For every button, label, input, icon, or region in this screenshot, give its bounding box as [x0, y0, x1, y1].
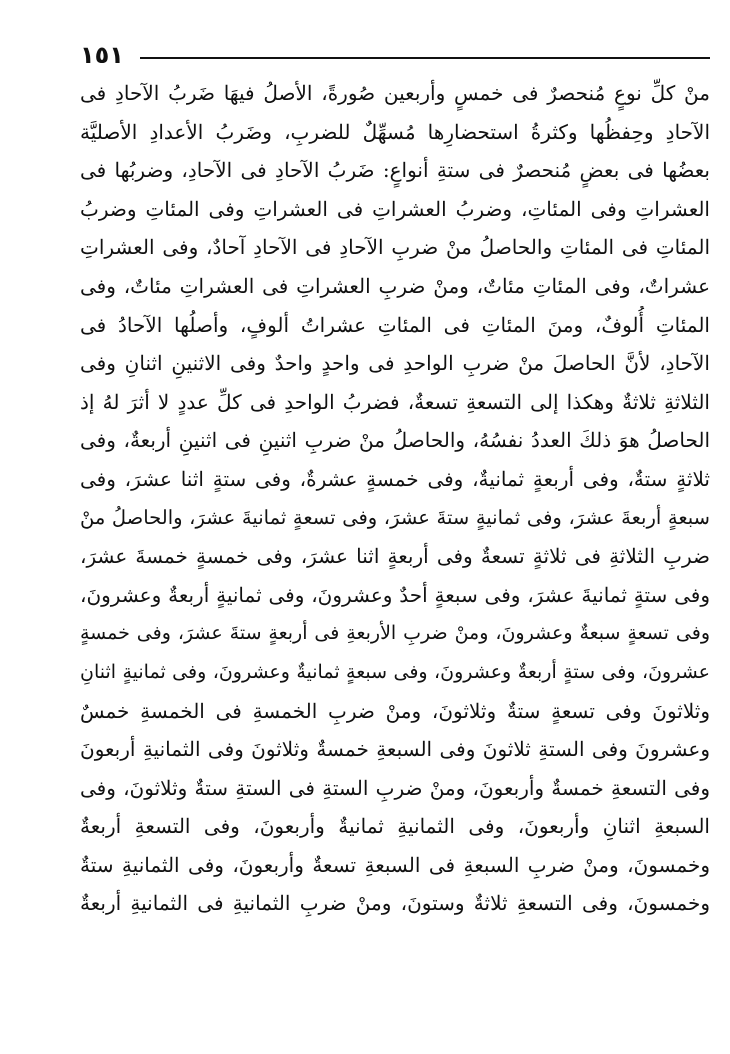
text-line: عشراتٌ، وفى المئاتِ مئاتٌ، ومنْ ضربِ العشراتِ فى العشراتِ مئاتٌ، وفى [80, 273, 710, 298]
body-text [80, 74, 710, 923]
text-line: ثلاثةٍ ستةٌ، وفى أربعةٍ ثمانيةٌ، وفى خمسةٍ عشرةٌ، وفى ستةٍ اثنا عشرَ، وفى [80, 466, 710, 491]
text-line: الآحادِ وحِفظُها وكثرةُ استحضارِها مُسهِّلٌ للضربِ، وضَربُ الأعدادِ الأصليَّة [80, 119, 710, 144]
text-line: المئاتِ فى المئاتِ والحاصلُ منْ ضربِ الآحادِ فى الآحادِ آحادٌ، وفى العشراتِ [80, 235, 710, 260]
text-line: وفى التسعةِ خمسةٌ وأربعونَ، ومنْ ضربِ الستةِ فى الستةِ ستةٌ وثلاثونَ، وفى [80, 775, 710, 800]
text-line: وثلاثونَ وفى تسعةٍ ستةٌ وثلاثونَ، ومنْ ضربِ الخمسةِ فى الخمسةِ خمسٌ [80, 698, 710, 723]
text-line: الآحادِ، لأنَّ الحاصلَ منْ ضربِ الواحدِ فى واحدٍ واحدٌ وفى الاثنينِ اثنانِ وفى [80, 351, 710, 376]
page-header [80, 40, 710, 70]
text-line: بعضُها فى بعضٍ مُنحصرٌ فى ستةِ أنواعٍ: ضَربُ الآحادِ فى الآحادِ، وضربُها فى [80, 158, 710, 183]
text-line: العشراتِ وفى المئاتِ، وضربُ العشراتِ فى العشراتِ وفى المئاتِ وضربُ [80, 196, 710, 221]
text-line: عشرونَ، وفى ستةٍ أربعةٌ وعشرونَ، وفى سبعةٍ ثمانيةٌ وعشرونَ، وفى ثمانيةٍ اثنانِ [80, 660, 710, 683]
header-rule [140, 57, 710, 59]
page-number: ١٥١ [80, 41, 124, 69]
text-line: وخمسونَ، وفى التسعةِ ثلاثةٌ وستونَ، ومنْ ضربِ الثمانيةِ فى الثمانيةِ أربعةٌ [80, 891, 710, 916]
text-line: منْ كلِّ نوعٍ مُنحصرٌ فى خمسٍ وأربعين صُورةً، الأصلُ فيهَا ضَربُ الآحادِ فى [80, 81, 710, 105]
text-line: الحاصلُ هوَ ذلكَ العددُ نفسُهُ، والحاصلُ منْ ضربِ اثنينِ فى اثنينِ أربعةٌ، وفى [80, 428, 710, 453]
text-line: وفى ستةٍ ثمانيةَ عشرَ، وفى سبعةٍ أحدٌ وعشرونَ، وفى ثمانيةٍ أربعةٌ وعشرونَ، [80, 582, 710, 607]
text-line: ضربِ الثلاثةِ فى ثلاثةٍ تسعةٌ وفى أربعةٍ اثنا عشرَ، وفى خمسةٍ خمسةَ عشرَ، [80, 544, 710, 569]
text-line: وفى تسعةٍ سبعةٌ وعشرونَ، ومنْ ضربِ الأربعةِ فى أربعةٍ ستةَ عشرَ، وفى خمسةٍ [80, 622, 710, 645]
text-line: وعشرونَ وفى الستةِ ثلاثونَ وفى السبعةِ خمسةٌ وثلاثونَ وفى الثمانيةِ أربعونَ [80, 737, 710, 762]
text-line: السبعةِ اثنانِ وأربعونَ، وفى الثمانيةِ ثمانيةٌ وأربعونَ، وفى التسعةِ أربعةٌ [80, 814, 710, 839]
text-line: سبعةٍ أربعةَ عشرَ، وفى ثمانيةٍ ستةَ عشرَ، وفى تسعةٍ ثمانيةَ عشرَ، والحاصلُ منْ [80, 505, 710, 529]
text-line: المئاتِ أُلوفٌ، ومنَ المئاتِ فى المئاتِ عشراتُ ألوفٍ، وأصلُها الآحادُ فى [80, 312, 710, 337]
text-line: وخمسونَ، ومنْ ضربِ السبعةِ فى السبعةِ تسعةٌ وأربعونَ، وفى الثمانيةِ ستةٌ [80, 852, 710, 877]
text-line: الثلاثةِ ثلاثةٌ وهكذا إلى التسعةِ تسعةٌ، فضربُ الواحدِ فى كلِّ عددٍ لا أثرَ لهُ إذ [80, 389, 710, 414]
